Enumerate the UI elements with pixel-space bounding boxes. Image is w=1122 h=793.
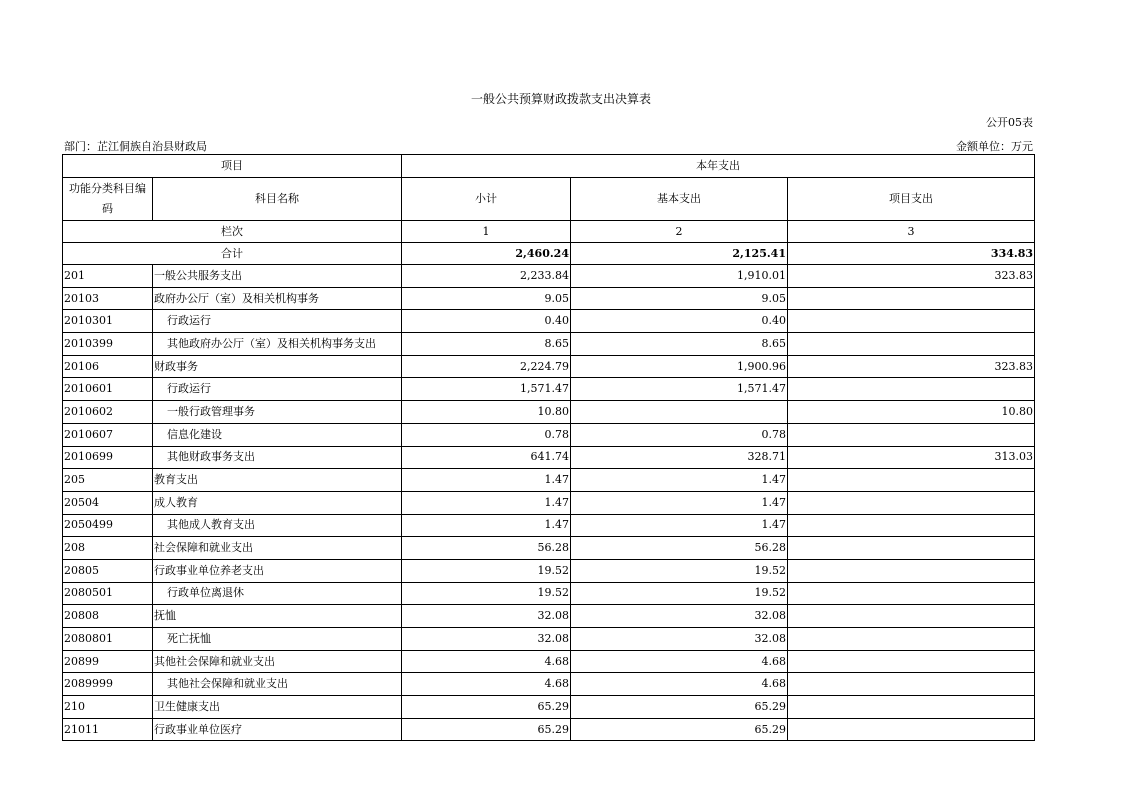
header-project: 项目支出	[788, 178, 1035, 221]
row-name: 其他财政事务支出	[153, 446, 402, 469]
row-project	[788, 718, 1035, 741]
header-subtotal: 小计	[402, 178, 571, 221]
total-label: 合计	[63, 243, 402, 265]
row-code: 20504	[63, 491, 153, 514]
row-project	[788, 310, 1035, 333]
row-code: 2089999	[63, 673, 153, 696]
row-name: 卫生健康支出	[153, 696, 402, 719]
header-current-year: 本年支出	[402, 155, 1035, 178]
row-subtotal: 8.65	[402, 333, 571, 356]
table-row	[63, 582, 1035, 605]
table-row	[63, 265, 1035, 288]
row-subtotal: 1.47	[402, 514, 571, 537]
total-project: 334.83	[788, 243, 1035, 265]
total-basic: 2,125.41	[571, 243, 788, 265]
row-project: 323.83	[788, 355, 1035, 378]
row-name: 政府办公厅（室）及相关机构事务	[153, 287, 402, 310]
column-number-3: 3	[788, 221, 1035, 243]
row-subtotal: 2,224.79	[402, 355, 571, 378]
report-title: 一般公共预算财政拨款支出决算表	[470, 92, 651, 106]
table-row	[63, 333, 1035, 356]
row-project	[788, 696, 1035, 719]
header-row-1	[63, 155, 1035, 178]
row-subtotal: 32.08	[402, 605, 571, 628]
row-basic: 1.47	[571, 469, 788, 492]
row-basic: 1.47	[571, 514, 788, 537]
table-row	[63, 514, 1035, 537]
table-row	[63, 355, 1035, 378]
table-row	[63, 605, 1035, 628]
row-subtotal: 0.78	[402, 423, 571, 446]
row-basic: 4.68	[571, 673, 788, 696]
table-row	[63, 628, 1035, 651]
row-code: 201	[63, 265, 153, 288]
header-row-2	[63, 178, 1035, 221]
row-subtotal: 32.08	[402, 628, 571, 651]
row-project: 10.80	[788, 401, 1035, 424]
row-basic: 32.08	[571, 628, 788, 651]
row-project	[788, 423, 1035, 446]
row-code: 205	[63, 469, 153, 492]
table-row	[63, 718, 1035, 741]
row-project	[788, 559, 1035, 582]
row-project	[788, 650, 1035, 673]
row-project	[788, 582, 1035, 605]
row-subtotal: 641.74	[402, 446, 571, 469]
header-basic: 基本支出	[571, 178, 788, 221]
row-project	[788, 673, 1035, 696]
row-subtotal: 10.80	[402, 401, 571, 424]
department-label: 部门：芷江侗族自治县财政局	[64, 140, 207, 153]
row-project	[788, 333, 1035, 356]
row-code: 2010601	[63, 378, 153, 401]
form-number: 公开05表	[986, 116, 1033, 129]
row-code: 2010301	[63, 310, 153, 333]
column-label: 栏次	[63, 221, 402, 243]
row-name: 一般公共服务支出	[153, 265, 402, 288]
row-basic: 328.71	[571, 446, 788, 469]
row-code: 2010399	[63, 333, 153, 356]
table-row	[63, 537, 1035, 560]
row-basic: 19.52	[571, 582, 788, 605]
table-row	[63, 310, 1035, 333]
row-subtotal: 65.29	[402, 718, 571, 741]
row-name: 行政事业单位养老支出	[153, 559, 402, 582]
row-project	[788, 605, 1035, 628]
row-basic: 32.08	[571, 605, 788, 628]
row-code: 20899	[63, 650, 153, 673]
row-basic: 65.29	[571, 696, 788, 719]
table-row	[63, 378, 1035, 401]
header-code: 功能分类科目编码	[63, 178, 153, 221]
row-basic: 9.05	[571, 287, 788, 310]
row-subtotal: 4.68	[402, 673, 571, 696]
row-name: 社会保障和就业支出	[153, 537, 402, 560]
row-name: 行政运行	[153, 310, 402, 333]
header-name: 科目名称	[153, 178, 402, 221]
row-subtotal: 0.40	[402, 310, 571, 333]
row-subtotal: 1.47	[402, 491, 571, 514]
row-subtotal: 4.68	[402, 650, 571, 673]
row-basic: 1,571.47	[571, 378, 788, 401]
table-row	[63, 423, 1035, 446]
amount-unit-label: 金额单位：万元	[956, 140, 1033, 153]
table-row	[63, 673, 1035, 696]
table-row	[63, 446, 1035, 469]
row-project: 323.83	[788, 265, 1035, 288]
row-basic: 65.29	[571, 718, 788, 741]
row-code: 210	[63, 696, 153, 719]
row-code: 20805	[63, 559, 153, 582]
row-project: 313.03	[788, 446, 1035, 469]
row-project	[788, 628, 1035, 651]
row-code: 20808	[63, 605, 153, 628]
row-basic: 1,910.01	[571, 265, 788, 288]
row-subtotal: 2,233.84	[402, 265, 571, 288]
row-name: 教育支出	[153, 469, 402, 492]
row-name: 其他社会保障和就业支出	[153, 650, 402, 673]
table-row	[63, 469, 1035, 492]
row-code: 21011	[63, 718, 153, 741]
row-name: 行政事业单位医疗	[153, 718, 402, 741]
row-project	[788, 491, 1035, 514]
row-code: 2010699	[63, 446, 153, 469]
row-basic: 19.52	[571, 559, 788, 582]
row-name: 行政单位离退休	[153, 582, 402, 605]
row-name: 成人教育	[153, 491, 402, 514]
column-number-2: 2	[571, 221, 788, 243]
row-name: 财政事务	[153, 355, 402, 378]
row-basic: 0.40	[571, 310, 788, 333]
row-project	[788, 469, 1035, 492]
header-item: 项目	[63, 155, 402, 178]
row-project	[788, 378, 1035, 401]
row-name: 其他政府办公厅（室）及相关机构事务支出	[153, 333, 402, 356]
row-basic	[571, 401, 788, 424]
row-name: 死亡抚恤	[153, 628, 402, 651]
row-code: 20106	[63, 355, 153, 378]
row-code: 20103	[63, 287, 153, 310]
row-code: 2010602	[63, 401, 153, 424]
row-name: 其他成人教育支出	[153, 514, 402, 537]
row-basic: 0.78	[571, 423, 788, 446]
expenditure-table	[62, 154, 1035, 741]
table-row	[63, 696, 1035, 719]
row-name: 一般行政管理事务	[153, 401, 402, 424]
row-code: 208	[63, 537, 153, 560]
column-number-row	[63, 221, 1035, 243]
row-code: 2010607	[63, 423, 153, 446]
total-row	[63, 243, 1035, 265]
table-row	[63, 491, 1035, 514]
row-basic: 56.28	[571, 537, 788, 560]
row-name: 其他社会保障和就业支出	[153, 673, 402, 696]
row-code: 2080801	[63, 628, 153, 651]
row-subtotal: 9.05	[402, 287, 571, 310]
row-basic: 1.47	[571, 491, 788, 514]
row-project	[788, 537, 1035, 560]
table-row	[63, 287, 1035, 310]
row-subtotal: 1.47	[402, 469, 571, 492]
row-basic: 4.68	[571, 650, 788, 673]
row-name: 信息化建设	[153, 423, 402, 446]
row-code: 2050499	[63, 514, 153, 537]
row-name: 抚恤	[153, 605, 402, 628]
row-subtotal: 19.52	[402, 559, 571, 582]
table-row	[63, 401, 1035, 424]
row-subtotal: 56.28	[402, 537, 571, 560]
row-code: 2080501	[63, 582, 153, 605]
row-subtotal: 19.52	[402, 582, 571, 605]
row-subtotal: 1,571.47	[402, 378, 571, 401]
table-row	[63, 559, 1035, 582]
row-basic: 1,900.96	[571, 355, 788, 378]
total-subtotal: 2,460.24	[402, 243, 571, 265]
row-subtotal: 65.29	[402, 696, 571, 719]
row-basic: 8.65	[571, 333, 788, 356]
row-project	[788, 287, 1035, 310]
row-project	[788, 514, 1035, 537]
column-number-1: 1	[402, 221, 571, 243]
row-name: 行政运行	[153, 378, 402, 401]
table-row	[63, 650, 1035, 673]
